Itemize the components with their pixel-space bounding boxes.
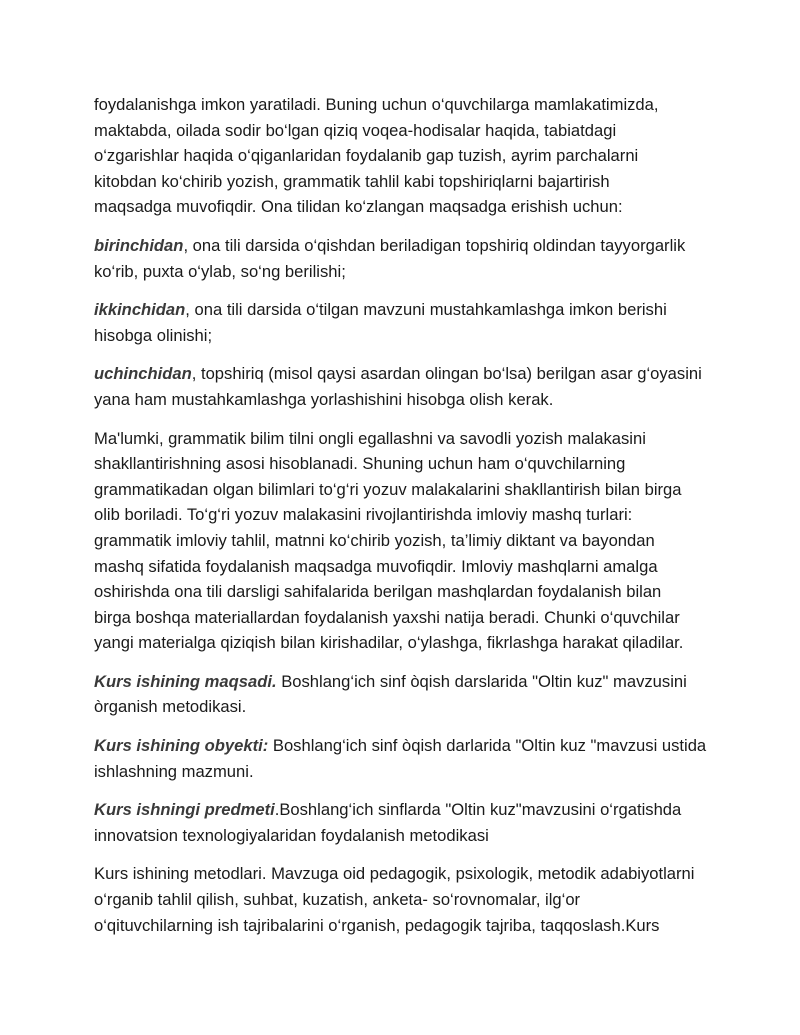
text-line: shakllantirishning asosi hisoblanadi. Shuning uchun ham o‘quvchilarning xyxy=(94,454,626,474)
text-line: foydalanishga imkon yaratiladi. Buning uchun o‘quvchilarga mamlakatimizda, xyxy=(94,95,659,114)
text-line: ko‘rib, puxta o‘ylab, so‘ng berilishi; xyxy=(94,261,346,281)
text-line xyxy=(94,361,714,387)
paragraph-course-goal xyxy=(94,669,714,720)
text-segment: , topshiriq (misol qaysi asardan olingan bo‘lsa) berilgan asar g‘oyasini xyxy=(191,364,702,384)
text-line: mashq sifatida foydalanish maqsadga muvofiqdir. Imloviy mashqlarni amalga xyxy=(94,556,658,576)
paragraph-second-point xyxy=(94,297,714,348)
text-line: o‘rganib tahlil qilish, suhbat, kuzatish, anketa- so‘rovnomalar, ilg‘or xyxy=(94,890,581,910)
text-line: ishlashning mazmuni. xyxy=(94,761,254,781)
text-line: òrganish metodikasi. xyxy=(94,697,247,717)
paragraph-grammar xyxy=(94,426,714,656)
text-segment: , ona tili darsida o‘qishdan beriladigan topshiriq oldindan tayyorgarlik xyxy=(183,235,686,255)
lead-term: Kurs ishining maqsadi. xyxy=(94,671,277,691)
text-line: innovatsion texnologiyalaridan foydalanish metodikasi xyxy=(94,825,489,845)
text-line xyxy=(94,797,714,823)
text-line: Kurs ishining metodlari. Mavzuga oid pedagogik, psixologik, metodik adabiyotlarni xyxy=(94,864,695,884)
text-line xyxy=(94,233,714,259)
text-line: yangi materialga qiziqish bilan kirishadilar, o‘ylashga, fikrlashga harakat qiladilar. xyxy=(94,633,684,653)
lead-term: birinchidan xyxy=(94,235,184,255)
text-line: grammatikadan olgan bilimlari to‘g‘ri yozuv malakalarini shakllantirish bilan birga xyxy=(94,479,682,499)
document-page xyxy=(94,92,714,951)
text-segment: , ona tili darsida o‘tilgan mavzuni mustahkamlashga imkon berishi xyxy=(185,300,667,320)
text-segment: Boshlang‘ich sinf òqish darslarida "Oltin kuz" mavzusini xyxy=(276,671,687,691)
text-line: oshirishda ona tili darsligi sahifalarida berilgan mashqlardan foydalanish bilan xyxy=(94,582,662,602)
text-line xyxy=(94,669,714,695)
text-line xyxy=(94,297,714,323)
paragraph-third-point xyxy=(94,361,714,412)
text-line: maktabda, oilada sodir bo‘lgan qiziq voqea-hodisalar haqida, tabiatdagi xyxy=(94,120,617,140)
text-line: birga boshqa materiallardan foydalanish yaxshi natija beradi. Chunki o‘quvchilar xyxy=(94,607,680,627)
lead-term: uchinchidan xyxy=(94,364,192,384)
text-line: o‘qituvchilarning ish tajribalarini o‘rganish, pedagogik tajriba, taqqoslash.Kurs xyxy=(94,915,660,935)
paragraph-first-point xyxy=(94,233,714,284)
paragraph-intro xyxy=(94,92,714,220)
lead-term: ikkinchidan xyxy=(94,300,186,320)
text-line: o‘zgarishlar haqida o‘qiganlaridan foydalanib gap tuzish, ayrim parchalarni xyxy=(94,146,639,166)
text-segment: .Boshlang‘ich sinflarda "Oltin kuz"mavzusini o‘rgatishda xyxy=(274,800,682,820)
text-line: grammatik imloviy tahlil, matnni ko‘chirib yozish, ta’limiy diktant va bayondan xyxy=(94,530,655,550)
text-line: kitobdan ko‘chirib yozish, grammatik tahlil kabi topshiriqlarni bajartirish xyxy=(94,171,610,191)
text-line: Ma'lumki, grammatik bilim tilni ongli egallashni va savodli yozish malakasini xyxy=(94,428,646,448)
paragraph-course-methods xyxy=(94,861,714,938)
lead-term: Kurs ishningi predmeti xyxy=(94,800,275,820)
text-line: hisobga olinishi; xyxy=(94,325,213,345)
text-line: olib boriladi. To‘g‘ri yozuv malakasini rivojlantirishda imloviy mashq turlari: xyxy=(94,505,633,525)
paragraph-course-subject xyxy=(94,797,714,848)
lead-term: Kurs ishining obyekti: xyxy=(94,736,269,756)
text-line: maqsadga muvofiqdir. Ona tilidan ko‘zlangan maqsadga erishish uchun: xyxy=(94,197,623,217)
text-line xyxy=(94,733,714,759)
paragraph-course-object xyxy=(94,733,714,784)
text-line: yana ham mustahkamlashga yorlashishini hisobga olish kerak. xyxy=(94,389,554,409)
text-segment: Boshlang‘ich sinf òqish darlarida "Oltin kuz "mavzusi ustida xyxy=(268,736,707,756)
